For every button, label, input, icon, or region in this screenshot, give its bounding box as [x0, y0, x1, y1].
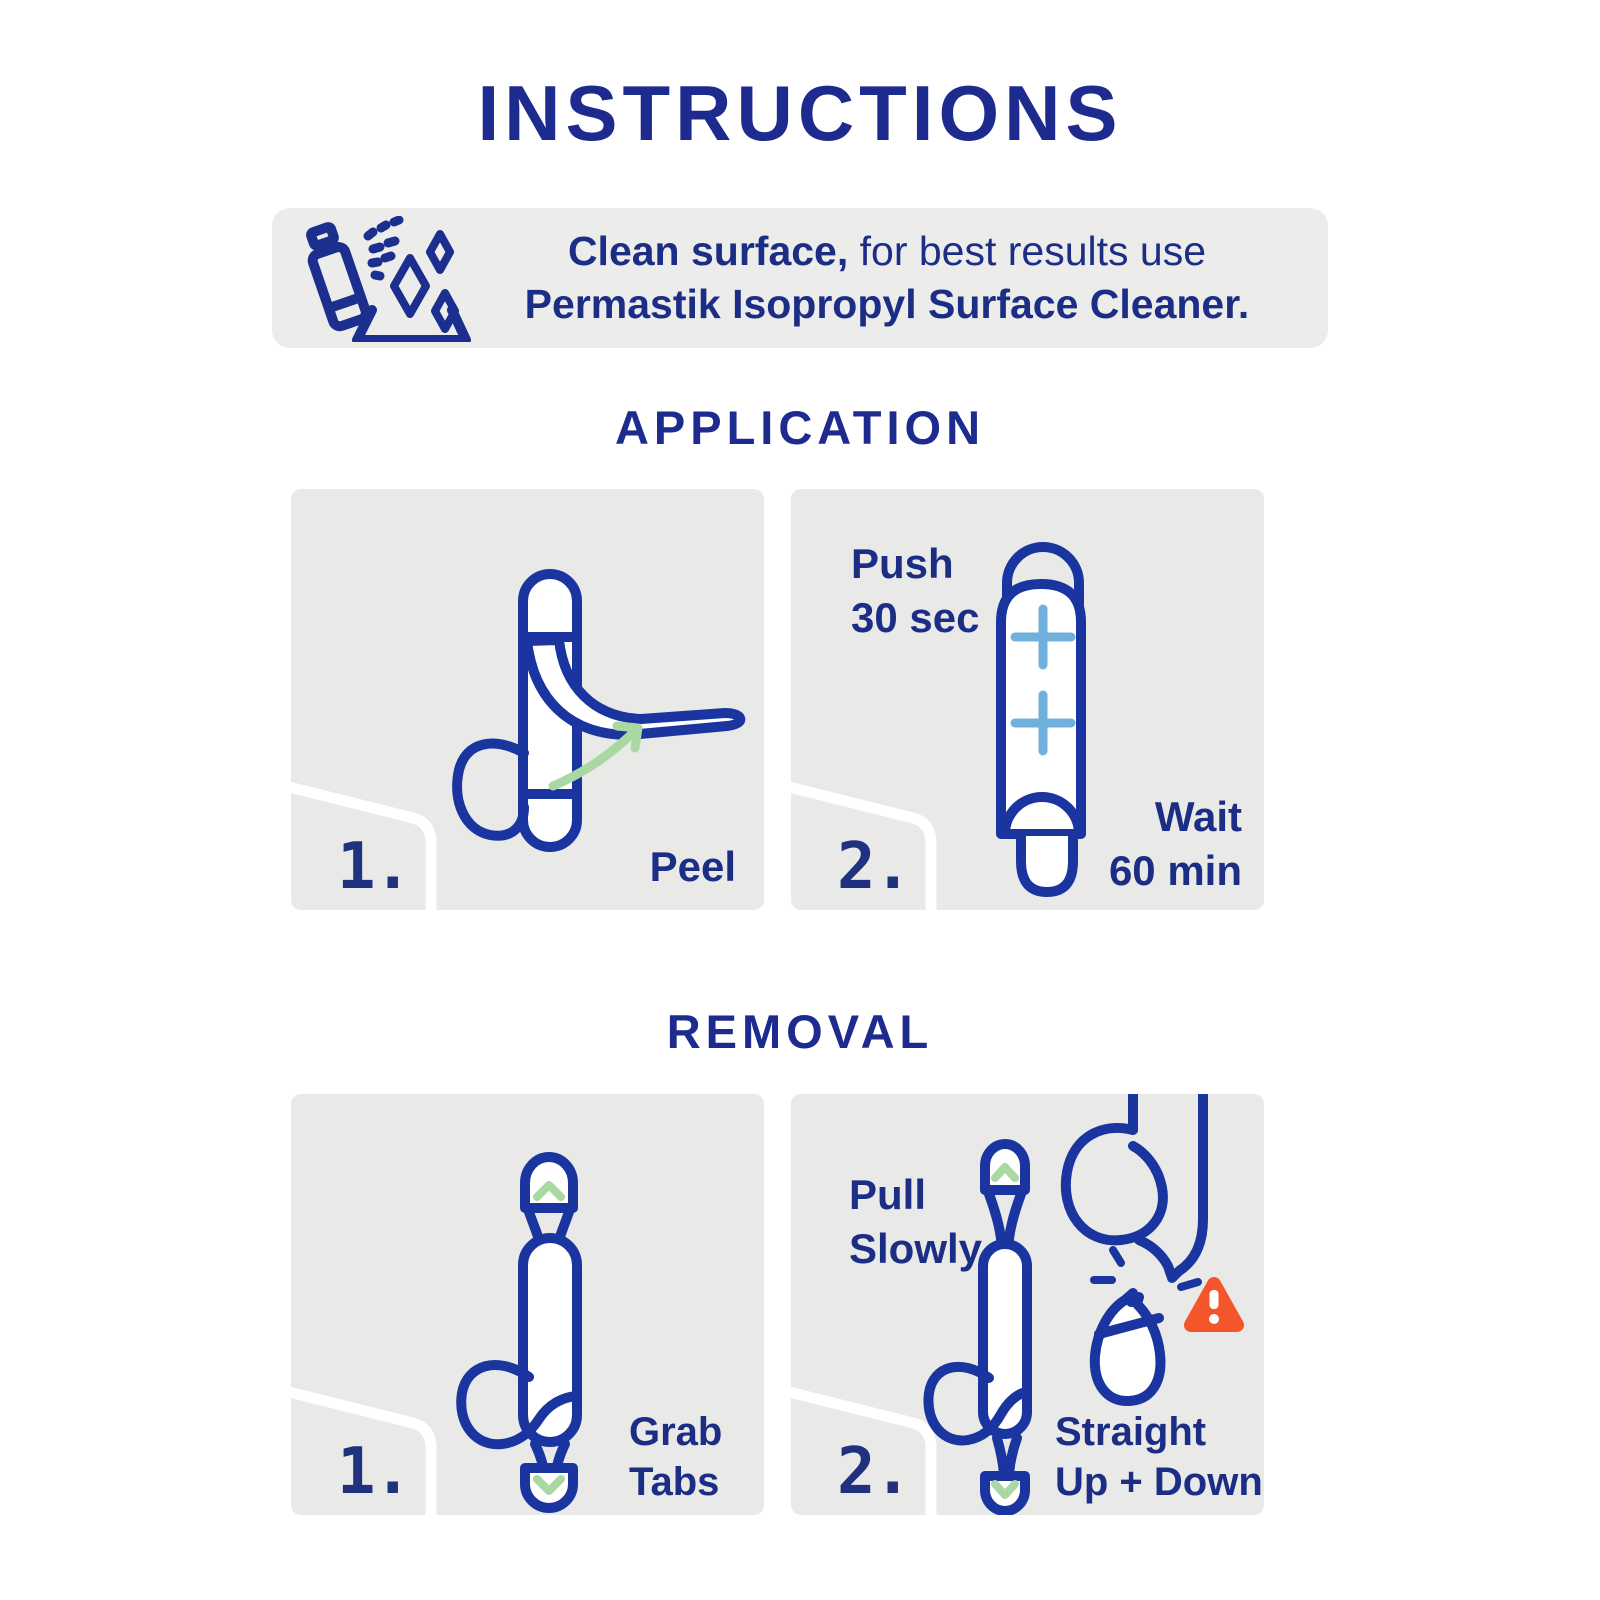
push-caption: Push 30 sec: [851, 540, 980, 641]
removal-step-1-panel: [291, 1094, 764, 1515]
note-line-2: Permastik Isopropyl Surface Cleaner.: [524, 281, 1250, 327]
spray-cleaner-icon: [298, 216, 476, 342]
page-title: INSTRUCTIONS: [477, 69, 1123, 157]
step-number: 1.: [337, 1435, 411, 1509]
warning-icon: [1191, 1284, 1237, 1325]
step-number: 2.: [837, 830, 911, 904]
application-step-2-panel: [791, 489, 1264, 910]
wait-caption: Wait 60 min: [1108, 793, 1242, 894]
removal-step-2-panel: [791, 1094, 1264, 1515]
step-number: 2.: [837, 1435, 911, 1509]
removal-heading: REMOVAL: [666, 1005, 934, 1058]
straight-up-down-caption: Straight Up + Down: [1055, 1410, 1263, 1504]
note-line-1: Clean surface, for best results use: [567, 228, 1207, 274]
peel-caption: Peel: [649, 843, 736, 890]
clean-surface-text: [472, 208, 1302, 348]
step-number: 1.: [337, 830, 411, 904]
application-heading: APPLICATION: [614, 401, 986, 454]
application-step-1-panel: [291, 489, 764, 910]
grab-tabs-caption: Grab Tabs: [629, 1410, 723, 1504]
pull-slowly-caption: Pull Slowly: [849, 1171, 983, 1272]
clean-surface-note: [272, 208, 1328, 348]
